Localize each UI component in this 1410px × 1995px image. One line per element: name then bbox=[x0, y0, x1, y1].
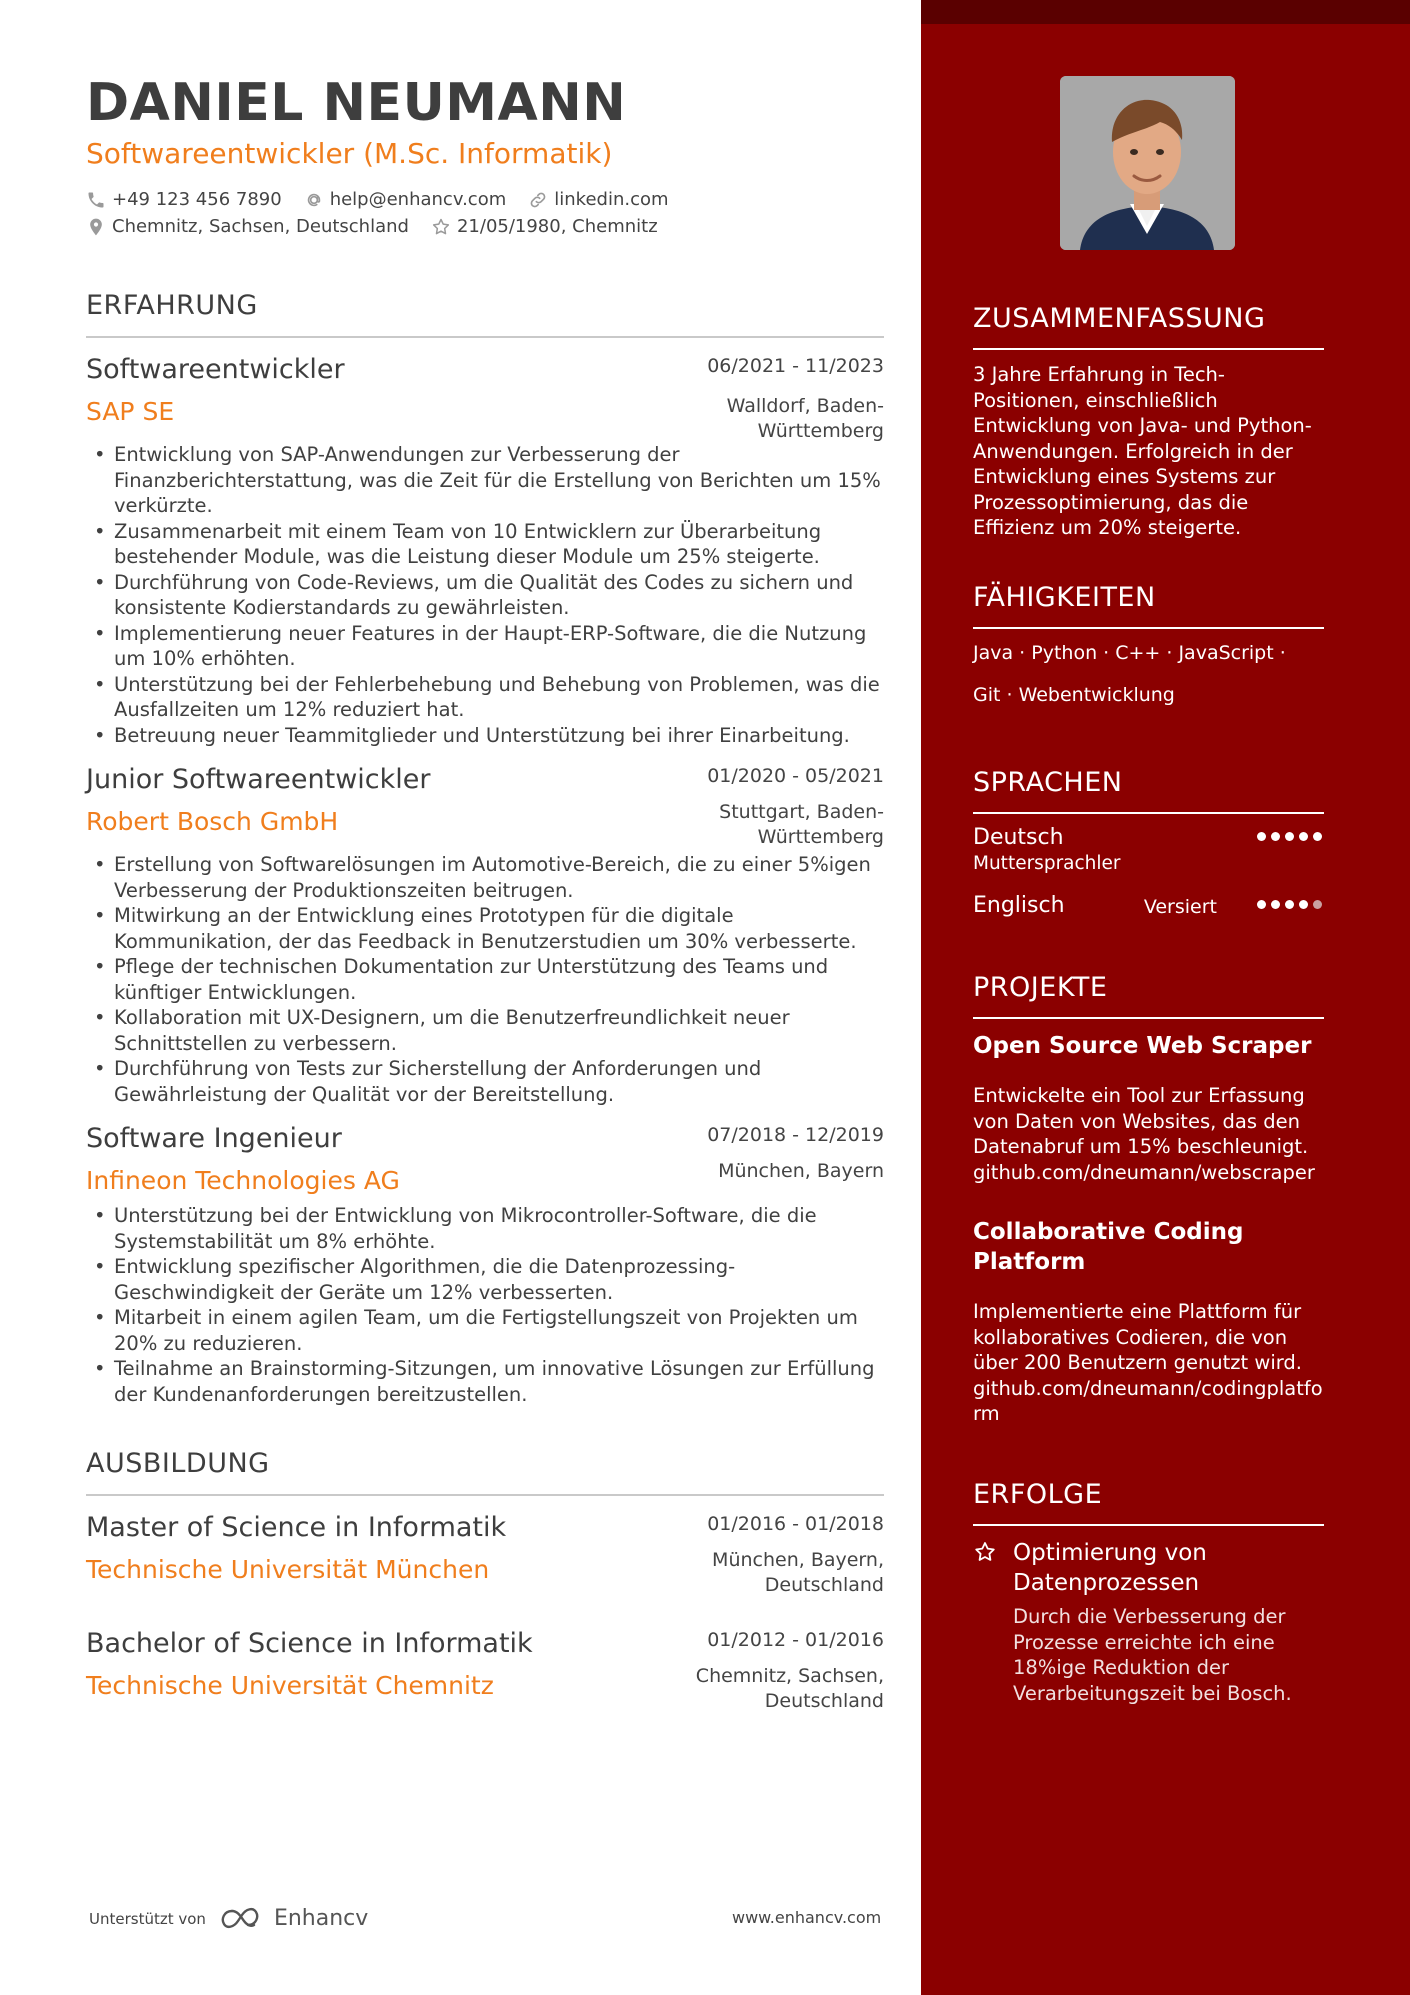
skills-section bbox=[973, 581, 1324, 716]
job-bullets bbox=[86, 852, 884, 1107]
rating-dot-filled bbox=[1285, 900, 1294, 909]
education-entry bbox=[86, 1624, 884, 1728]
bullet-item: • Durchführung von Tests zur Sicherstellung der Anforderungen und Gewährleistung der Qualität vor der Bereitstellung. bbox=[86, 1056, 884, 1107]
rating-dot-empty bbox=[1313, 900, 1322, 909]
contact-linkedin[interactable] bbox=[528, 189, 668, 210]
section-divider bbox=[86, 1494, 884, 1496]
project-name: Collaborative Coding Platform bbox=[973, 1219, 1244, 1275]
footer-url[interactable]: www.enhancv.com bbox=[732, 1908, 882, 1927]
bullet-item: • Unterstützung bei der Entwicklung von Mikrocontroller-Software, die die Systemstabilität um 8% erhöhte. bbox=[86, 1203, 884, 1254]
skills-list bbox=[973, 632, 1324, 716]
project-name: Open Source Web Scraper bbox=[973, 1033, 1312, 1059]
project-link[interactable]: github.com/dneumann/codingplatform bbox=[973, 1376, 1323, 1425]
phone-text: +49 123 456 7890 bbox=[112, 189, 282, 210]
skills-heading: FÄHIGKEITEN bbox=[973, 582, 1156, 613]
bullet-item: • Entwicklung von SAP-Anwendungen zur Verbesserung der Finanzberichterstattung, was die Zeit für die Erstellung von Berichten um 15% verkürzte. bbox=[86, 442, 884, 519]
enhancv-logo-icon bbox=[218, 1907, 266, 1931]
degree-title: Bachelor of Science in Informatik bbox=[86, 1628, 533, 1659]
at-icon bbox=[304, 190, 324, 210]
company-name: Robert Bosch GmbH bbox=[86, 807, 339, 836]
education-section bbox=[86, 1447, 884, 1728]
language-item bbox=[973, 892, 1324, 942]
contact-birth bbox=[431, 216, 658, 237]
sidebar-divider bbox=[973, 812, 1324, 814]
job-bullets bbox=[86, 1203, 884, 1407]
rating-dot-filled bbox=[1257, 900, 1266, 909]
email-text: help@enhancv.com bbox=[329, 189, 507, 210]
rating-dot-filled bbox=[1299, 900, 1308, 909]
rating-dot-filled bbox=[1285, 832, 1294, 841]
achievement-item bbox=[973, 1538, 1324, 1706]
bullet-item: • Erstellung von Softwarelösungen im Automotive-Bereich, die zu einer 5%igen Verbesserung der Produktionszeiten beitrugen. bbox=[86, 852, 884, 903]
profile-photo bbox=[1060, 76, 1235, 250]
school-name: Technische Universität München bbox=[86, 1555, 490, 1584]
location-text: Chemnitz, Sachsen, Deutschland bbox=[112, 216, 409, 237]
bullet-item: • Teilnahme an Brainstorming-Sitzungen, um innovative Lösungen zur Erfüllung der Kundenanforderungen bereitzustellen. bbox=[86, 1356, 884, 1407]
project-description: Implementierte eine Plattform für kollaboratives Codieren, die von über 200 Benutzern genutzt wird. bbox=[973, 1300, 1303, 1374]
linkedin-text: linkedin.com bbox=[554, 189, 669, 210]
achievement-description: Durch die Verbesserung der Prozesse erreichte ich eine 18%ige Reduktion der Verarbeitungszeit bei Bosch. bbox=[1013, 1605, 1292, 1705]
summary-section bbox=[973, 302, 1324, 541]
experience-entry bbox=[86, 760, 884, 1107]
language-name: Deutsch bbox=[973, 825, 1064, 850]
phone-icon bbox=[86, 190, 106, 210]
job-bullets bbox=[86, 442, 884, 748]
location-pin-icon bbox=[86, 217, 106, 237]
rating-dot-filled bbox=[1299, 832, 1308, 841]
sidebar-top-band bbox=[921, 0, 1410, 24]
candidate-title: Softwareentwickler (M.Sc. Informatik) bbox=[86, 137, 613, 170]
bullet-item: • Zusammenarbeit mit einem Team von 10 Entwicklern zur Überarbeitung bestehender Module, was die Leistung dieser Module um 25% steigerte. bbox=[86, 519, 884, 570]
sidebar-divider bbox=[973, 348, 1324, 350]
link-icon bbox=[528, 190, 548, 210]
education-entry bbox=[86, 1508, 884, 1612]
main-column bbox=[86, 70, 884, 1728]
summary-text: 3 Jahre Erfahrung in Tech-Positionen, einschließlich Entwicklung von Java- und Python-Anwendungen. Erfolgreich in der Entwicklung eines Systems zur Prozessoptimierung, das die Effizienz um 20% steigerte. bbox=[973, 363, 1312, 539]
experience-entry bbox=[86, 1119, 884, 1407]
candidate-name: DANIEL NEUMANN bbox=[86, 73, 627, 133]
sidebar-divider bbox=[973, 1017, 1324, 1019]
powered-by-text: Unterstützt von bbox=[89, 1909, 206, 1928]
projects-section bbox=[973, 971, 1324, 1427]
contact-location bbox=[86, 216, 409, 237]
job-date: 01/2020 - 05/2021 bbox=[707, 765, 884, 787]
project-item bbox=[973, 1217, 1324, 1427]
experience-heading: ERFAHRUNG bbox=[86, 290, 258, 321]
bullet-item: • Kollaboration mit UX-Designern, um die Benutzerfreundlichkeit neuer Schnittstellen zu verbessern. bbox=[86, 1005, 884, 1056]
sidebar-divider bbox=[973, 627, 1324, 629]
job-title: Softwareentwickler bbox=[86, 354, 345, 385]
rating-dot-filled bbox=[1271, 900, 1280, 909]
language-item bbox=[973, 824, 1324, 892]
company-name: Infineon Technologies AG bbox=[86, 1166, 400, 1195]
languages-heading: SPRACHEN bbox=[973, 767, 1123, 798]
project-link[interactable]: github.com/dneumann/webscraper bbox=[973, 1160, 1315, 1184]
language-level: Versiert bbox=[1143, 896, 1217, 918]
language-rating bbox=[1257, 900, 1322, 909]
bullet-item: • Implementierung neuer Features in der Haupt-ERP-Software, die die Nutzung um 10% erhöhten. bbox=[86, 621, 884, 672]
company-name: SAP SE bbox=[86, 397, 175, 426]
bullet-item: • Entwicklung spezifischer Algorithmen, die die Datenprozessing-Geschwindigkeit der Geräte um 12% verbesserten. bbox=[86, 1254, 884, 1305]
profile-portrait-illustration bbox=[1060, 76, 1235, 250]
project-item bbox=[973, 1031, 1324, 1185]
education-location: Chemnitz, Sachsen, Deutschland bbox=[695, 1665, 884, 1712]
contact-row-1 bbox=[86, 186, 884, 213]
education-date: 01/2012 - 01/2016 bbox=[707, 1629, 884, 1651]
job-location: Stuttgart, Baden-Württemberg bbox=[719, 801, 884, 848]
star-icon bbox=[431, 217, 451, 237]
school-name: Technische Universität Chemnitz bbox=[86, 1671, 494, 1700]
bullet-item: • Betreuung neuer Teammitglieder und Unterstützung bei ihrer Einarbeitung. bbox=[86, 723, 884, 749]
footer-branding bbox=[89, 1906, 368, 1931]
job-location: München, Bayern bbox=[718, 1160, 884, 1182]
language-name: Englisch bbox=[973, 893, 1065, 918]
bullet-item: • Pflege der technischen Dokumentation zur Unterstützung des Teams und künftiger Entwicklungen. bbox=[86, 954, 884, 1005]
achievements-heading: ERFOLGE bbox=[973, 1479, 1103, 1510]
contact-row-2 bbox=[86, 213, 884, 240]
enhancv-brand-text: Enhancv bbox=[273, 1906, 369, 1931]
contact-phone[interactable] bbox=[86, 189, 282, 210]
sidebar bbox=[921, 0, 1410, 1995]
job-date: 06/2021 - 11/2023 bbox=[707, 355, 884, 377]
language-level: Muttersprachler bbox=[973, 853, 1121, 874]
project-description: Entwickelte ein Tool zur Erfassung von Daten von Websites, das den Datenabruf um 15% beschleunigt. bbox=[973, 1084, 1309, 1158]
enhancv-logo[interactable] bbox=[218, 1906, 368, 1931]
birth-text: 21/05/1980, Chemnitz bbox=[456, 216, 658, 237]
rating-dot-filled bbox=[1271, 832, 1280, 841]
projects-heading: PROJEKTE bbox=[973, 972, 1108, 1003]
summary-heading: ZUSAMMENFASSUNG bbox=[973, 303, 1266, 334]
star-icon bbox=[973, 1540, 997, 1564]
experience-section bbox=[86, 289, 884, 1407]
language-rating bbox=[1257, 832, 1322, 841]
education-heading: AUSBILDUNG bbox=[86, 1448, 270, 1479]
languages-section bbox=[973, 766, 1324, 942]
section-divider bbox=[86, 336, 884, 338]
job-title: Software Ingenieur bbox=[86, 1123, 342, 1154]
skills-line: Java · Python · C++ · JavaScript · bbox=[973, 642, 1286, 664]
contact-email[interactable] bbox=[304, 189, 507, 210]
achievement-title: Optimierung von Datenprozessen bbox=[1013, 1540, 1207, 1596]
job-location: Walldorf, Baden-Württemberg bbox=[726, 395, 884, 442]
degree-title: Master of Science in Informatik bbox=[86, 1512, 507, 1543]
bullet-item: • Mitwirkung an der Entwicklung eines Prototypen für die digitale Kommunikation, der das Feedback in Benutzerstudien um 30% verbesserte. bbox=[86, 903, 884, 954]
education-location: München, Bayern, Deutschland bbox=[712, 1549, 884, 1596]
job-title: Junior Softwareentwickler bbox=[86, 764, 431, 795]
bullet-item: • Mitarbeit in einem agilen Team, um die Fertigstellungszeit von Projekten um 20% zu reduzieren. bbox=[86, 1305, 884, 1356]
rating-dot-filled bbox=[1257, 832, 1266, 841]
skills-line: Git · Webentwicklung bbox=[973, 684, 1175, 706]
education-date: 01/2016 - 01/2018 bbox=[707, 1513, 884, 1535]
achievements-section bbox=[973, 1478, 1324, 1706]
bullet-item: • Durchführung von Code-Reviews, um die Qualität des Codes zu sichern und konsistente Kodierstandards zu gewährleisten. bbox=[86, 570, 884, 621]
rating-dot-filled bbox=[1313, 832, 1322, 841]
sidebar-divider bbox=[973, 1524, 1324, 1526]
bullet-item: • Unterstützung bei der Fehlerbehebung und Behebung von Problemen, was die Ausfallzeiten um 12% reduziert hat. bbox=[86, 672, 884, 723]
job-date: 07/2018 - 12/2019 bbox=[707, 1124, 884, 1146]
experience-entry bbox=[86, 350, 884, 748]
